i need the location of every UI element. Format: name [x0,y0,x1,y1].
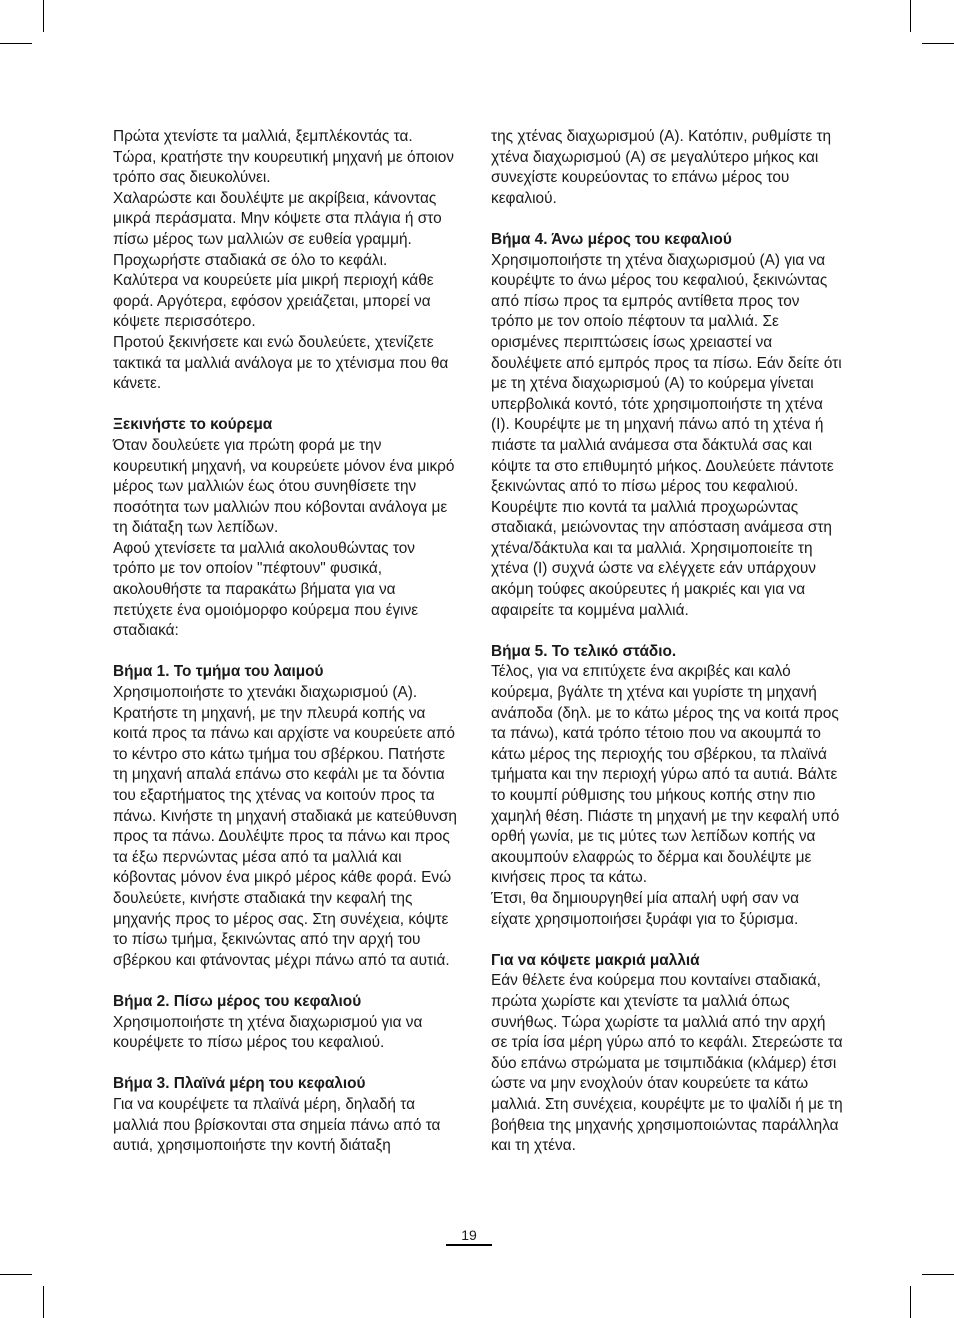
paragraph: Χρησιμοποιήστε τη χτένα διαχωρισμού για να κουρέψετε το πίσω μέρος του κεφαλιού. [113,1013,423,1052]
paragraph: Χαλαρώστε και δουλέψτε με ακρίβεια, κάνοντας μικρά περάσματα. Μην κόψετε στα πλάγια ή στο πίσω μέρος των μαλλιών σε ευθεία γραμμή. Προχωρήστε σταδιακά σε όλο το κεφάλι. [113,189,442,269]
section-heading: Βήμα 3. Πλαϊνά μέρη του κεφαλιού [113,1075,366,1093]
section-heading: Βήμα 4. Άνω μέρος του κεφαλιού [491,230,732,248]
crop-mark [43,1286,44,1318]
paragraph: Καλύτερα να κουρεύετε μία μικρή περιοχή κάθε φορά. Αργότερα, εφόσον χρειάζεται, μπορεί να κόψετε περισσότερο. [113,272,434,331]
step1-section [113,662,458,971]
right-column [491,127,843,1177]
step3-section [113,1074,458,1156]
crop-mark [0,43,32,44]
crop-mark [910,0,911,32]
long-hair-section [491,951,843,1157]
paragraph: της χτένας διαχωρισμού (A). Κατόπιν, ρυθμίστε τη χτένα διαχωρισμού (A) σε μεγαλύτερο μήκος και συνεχίστε κουρεύοντας το επάνω μέρος του κεφαλιού. [491,128,832,207]
paragraph: Αφού χτενίσετε τα μαλλιά ακολουθώντας τον τρόπο με τον οποίον "πέφτουν" φυσικά, ακολουθήστε τα παρακάτω βήματα για να πετύχετε ένα ομοιόμορφο κούρεμα που έγινε σταδιακά: [113,539,419,640]
paragraph: Χρησιμοποιήστε τη χτένα διαχωρισμού (A) για να κουρέψτε το άνω μέρος του κεφαλιού, ξεκινώντας από πίσω προς τα εμπρός αντίθετα προς τον τρόπο με τον οποίο πέφτουν τα μαλλιά. Σε ορισμένες περιπτώσεις ίσως χρειαστεί να δουλέψετε από εμπρός προς τα πίσω. Εάν δείτε ότι με τη χτένα διαχωρισμού (A) το κούρεμα γίνεται υπερβολικά κοντό, τότε χρησιμοποιήστε τη χτένα (I). Κουρέψτε με τη μηχανή πάνω από τη χτένα ή πιάστε τα μαλλιά ανάμεσα στα δάκτυλά σας και κόψτε τα στο επιθυμητό μήκος. Δουλεύετε πάντοτε ξεκινώντας από το πίσω μέρος του κεφαλιού. Κουρέψτε πιο κοντά τα μαλλιά προχωρώντας σταδιακά, μειώνοντας την απόσταση ανάμεσα στη χτένα/δάκτυλα και τα μαλλιά. Χρησιμοποιείτε τη χτένα (I) συχνά ώστε να ελέγχετε εάν υπάρχουν ακόμη τούφες ακούρευτες ή μακριές και για να αφαιρείτε τα κομμένα μαλλιά. [491,251,842,619]
paragraph: Τέλος, για να επιτύχετε ένα ακριβές και καλό κούρεμα, βγάλτε τη χτένα και γυρίστε τη μηχανή ανάποδα (δηλ. με το κάτω μέρος της να κοιτά προς τα πάνω), κατά τρόπο τέτοιο που να ακουμπά το κάτω μέρος της περιοχής του σβέρκου, τα πλαϊνά τμήματα και την περιοχή γύρω από τα αυτιά. Βάλτε το κουμπί ρύθμισης του μήκους κοπής στην πιο χαμηλή θέση. Πιάστε τη μηχανή με την κεφαλή υπό ορθή γωνία, με τις μύτες των λεπίδων κοπής να ακουμπούν ελαφρώς το δέρμα και δουλέψτε με κινήσεις προς τα κάτω. [491,663,840,887]
section-heading: Ξεκινήστε το κούρεμα [113,416,273,434]
crop-mark [0,1274,32,1275]
paragraph: Προτού ξεκινήσετε και ενώ δουλεύετε, χτενίζετε τακτικά τα μαλλιά ανάλογα με το χτένισμα που θα κάνετε. [113,333,449,393]
page-number-rule [446,1244,492,1246]
section-heading: Βήμα 5. Το τελικό στάδιο. [491,642,677,660]
step2-section [113,992,458,1054]
crop-mark [922,43,954,44]
crop-mark [43,0,44,32]
crop-mark [910,1286,911,1318]
step5-section [491,642,843,930]
section-heading: Βήμα 2. Πίσω μέρος του κεφαλιού [113,992,362,1010]
step4-section [491,230,843,621]
intro-section [113,127,458,395]
page-number: 19 [461,1227,477,1243]
paragraph: Έτσι, θα δημιουργηθεί μία απαλή υφή σαν να είχατε χρησιμοποιήσει ξυράφι για το ξύρισμα. [491,889,800,928]
crop-mark [922,1274,954,1275]
left-column [113,127,458,1177]
start-section [113,415,458,642]
paragraph: Όταν δουλεύετε για πρώτη φορά με την κουρευτική μηχανή, να κουρεύετε μόνον ένα μικρό μέρος των μαλλιών έως ότου συνηθίσετε την ποσότητα των μαλλιών που κόβονται ανάλογα με τη διάταξη των λεπίδων. [113,436,455,537]
paragraph: Χρησιμοποιήστε το χτενάκι διαχωρισμού (A). Κρατήστε τη μηχανή, με την πλευρά κοπής να κοιτά προς τα πάνω και αρχίστε να κουρεύετε από το κέντρο στο κάτω τμήμα του σβέρκου. Πατήστε τη μηχανή απαλά επάνω στο κεφάλι με τα δόντια του εξαρτήματος της χτένας να κοιτούν προς τα πάνω. Κινήστε τη μηχανή σταδιακά με κατεύθυνση προς τα πάνω. Δουλέψτε προς τα πάνω και προς τα έξω περνώντας μέσα από τα μαλλιά και κόβοντας μόνον ένα μικρό μέρος κάθε φορά. Ενώ δουλεύετε, κινήστε σταδιακά την κεφαλή της μηχανής προς το μέρος σας. Στη συνέχεια, κόψτε το πίσω τμήμα, ξεκινώντας από την αρχή του σβέρκου και φτάνοντας μέχρι πάνω από τα αυτιά. [113,684,457,969]
step3-continued-section [491,127,843,209]
paragraph: Εάν θέλετε ένα κούρεμα που κονταίνει σταδιακά, πρώτα χωρίστε και χτενίστε τα μαλλιά όπως συνήθως. Τώρα χωρίστε τα μαλλιά από την αρχή σε τρία ίσα μέρη γύρω από το κεφάλι. Στερεώστε τα δύο επάνω στρώματα με τσιμπιδάκια (κλάμερ) έτσι ώστε να μην ενοχλούν όταν κουρεύετε τα κάτω μαλλιά. Στη συνέχεια, κουρέψτε με το ψαλίδι ή με τη βοήθεια της μηχανής χρησιμοποιώντας παράλληλα και τη χτένα. [491,972,843,1155]
paragraph: Για να κουρέψετε τα πλαϊνά μέρη, δηλαδή τα μαλλιά που βρίσκονται στα σημεία πάνω από τα αυτιά, χρησιμοποιήστε την κοντή διάταξη [113,1095,441,1155]
section-heading: Βήμα 1. Το τμήμα του λαιμού [113,663,324,681]
paragraph: Πρώτα χτενίστε τα μαλλιά, ξεμπλέκοντάς τα. Τώρα, κρατήστε την κουρευτική μηχανή με όποιον τρόπο σας διευκολύνει. [113,128,454,187]
section-heading: Για να κόψετε μακριά μαλλιά [491,951,700,969]
